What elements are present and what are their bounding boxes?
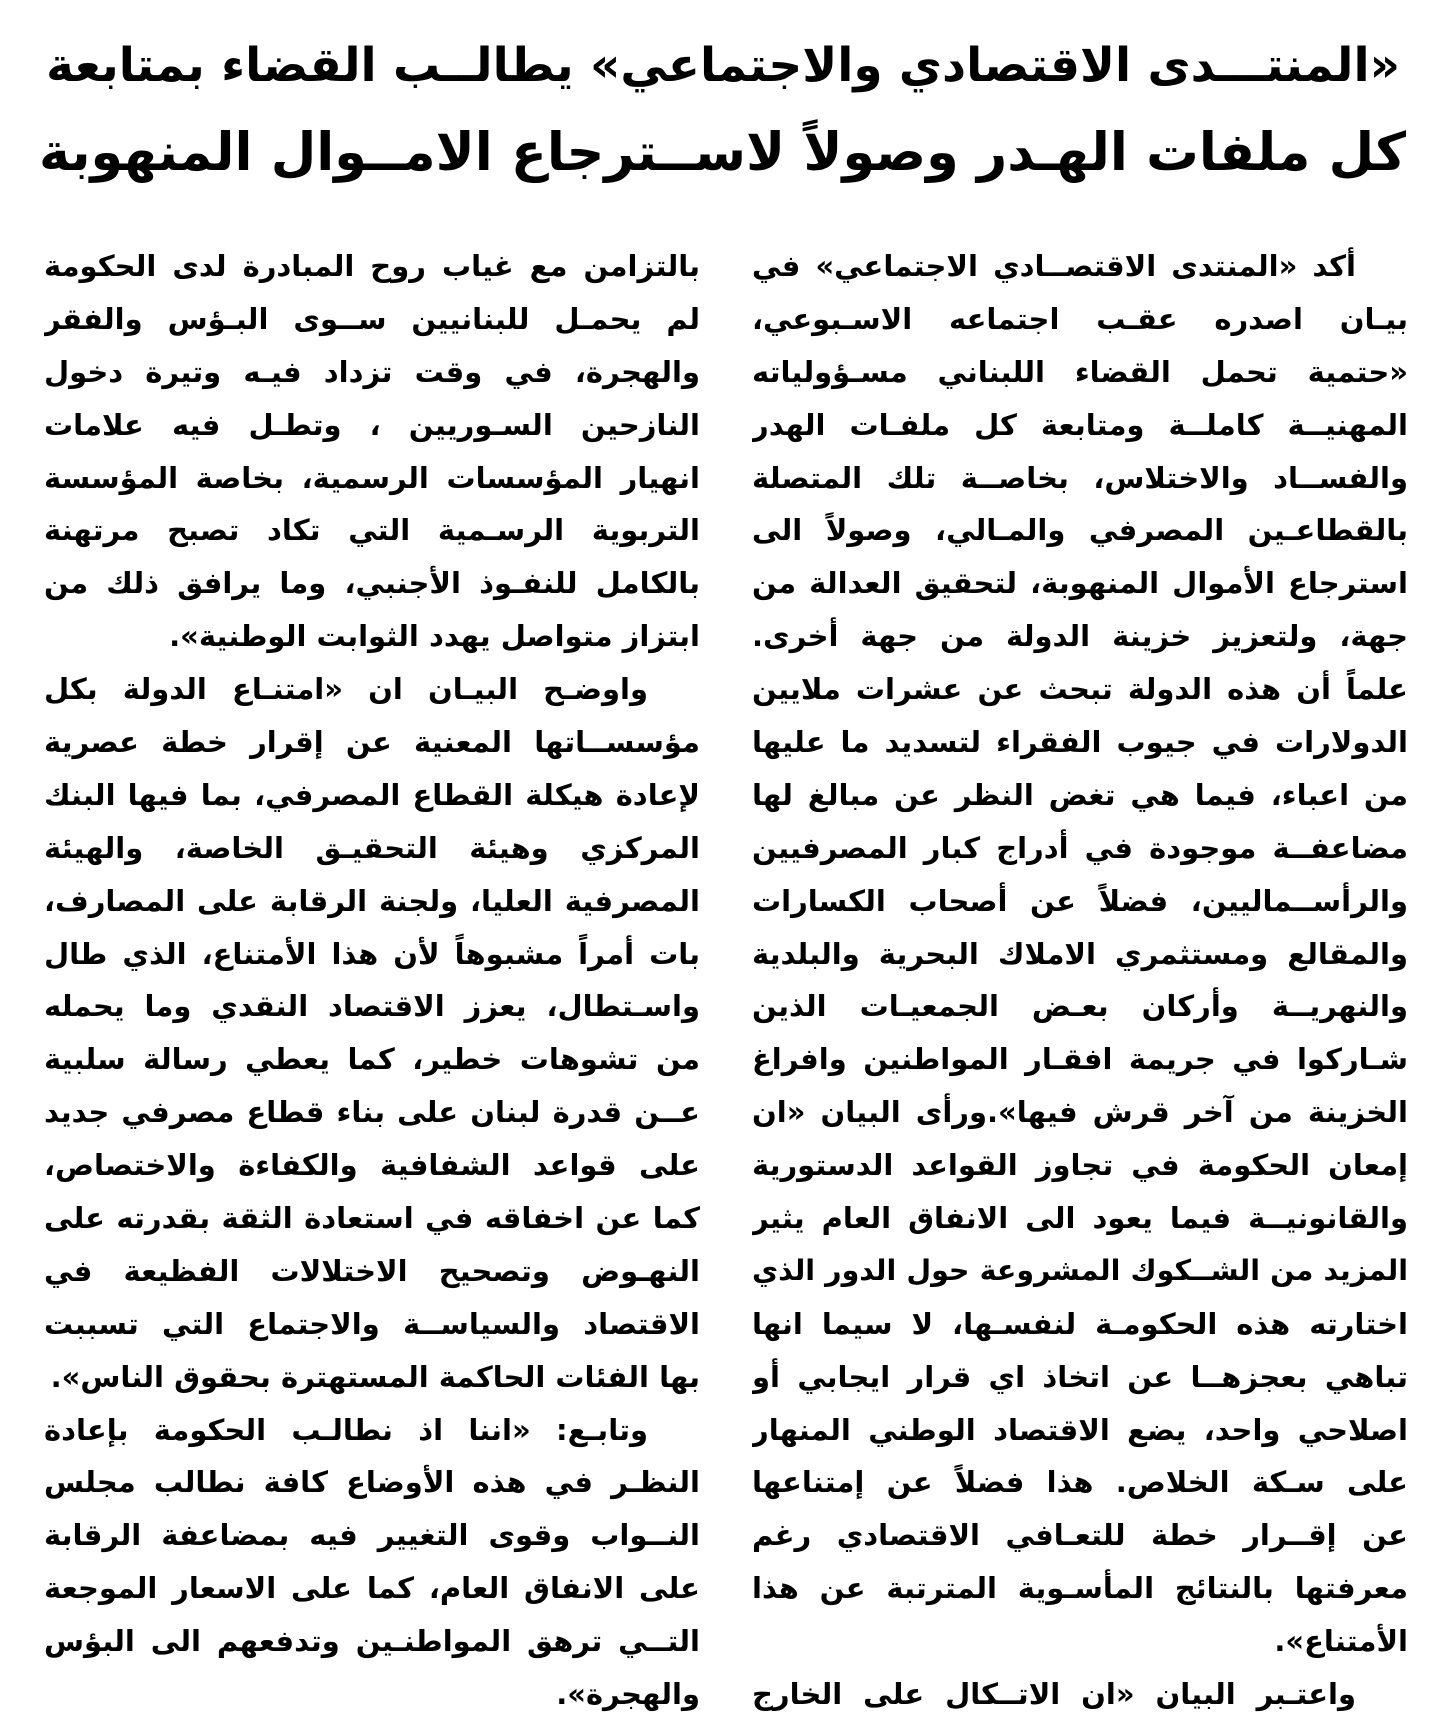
text-line: شـاركوا في جريمة افقـار المواطنين وافراغ: [752, 1042, 1408, 1077]
text-line: النظـر في هذه الأوضاع كافة نطالب مجلس: [44, 1465, 700, 1500]
text-line: على الانفاق العام، كما على الاسعار الموجعة: [44, 1571, 700, 1606]
text-line: التــي ترهق المواطنـين وتدفعهم الى البؤس: [44, 1624, 700, 1659]
text-line: والهجرة، في وقت تزداد فيـه وتيرة دخول: [44, 354, 700, 389]
text-line: الدولارات في جيوب الفقراء لتسديد ما عليها: [752, 725, 1408, 760]
text-line: بالكامل للنفـوذ الأجنبي، وما يرافق ذلك من: [44, 566, 700, 601]
text-line: لم يحمـل للبنانيين ســوى البـؤس والفقر: [44, 301, 700, 336]
text-line: النازحين السـوريين ، وتطـل فيه علامات: [44, 407, 700, 442]
text-line: بات أمراً مشبوهاً لأن هذا الأمتناع، الذي طال: [44, 936, 700, 971]
text-line: لإعادة هيكلة القطاع المصرفي، بما فيها البنك: [44, 777, 700, 812]
text-line: النــواب وقوى التغيير فيه بمضاعفة الرقابة: [44, 1518, 700, 1553]
text-line: واسـتطال، يعزز الاقتصاد النقدي وما يحمله: [44, 989, 700, 1024]
text-line: والهجرة».: [556, 1677, 700, 1712]
text-line: إمعان الحكومة في تجاوز القواعد الدستورية: [752, 1148, 1408, 1183]
text-line: استرجاع الأموال المنهوبة، لتحقيق العدالة من: [752, 566, 1408, 601]
text-line: جهة، ولتعزيز خزينة الدولة من جهة أخرى.: [752, 619, 1408, 654]
article-column-right: [752, 240, 1408, 1721]
text-line: بالتزامن مع غياب روح المبادرة لدى الحكومة: [44, 249, 700, 283]
text-line: الخزينة من آخر قرش فيها».ورأى البيان «ان: [752, 1095, 1408, 1130]
text-line: المهنيــة كاملــة ومتابعة كل ملفـات الهدر: [752, 407, 1408, 442]
text-line: وتابـع: «اننا اذ نطالـب الحكومة بإعادة: [44, 1412, 648, 1447]
text-line: والنهريــة وأركان بعـض الجمعيـات الذين: [752, 989, 1408, 1024]
text-line: اصلاحي واحد، يضع الاقتصاد الوطني المنهار: [752, 1412, 1408, 1447]
text-line: واوضـح البيـان ان «امتنـاع الدولة بكل: [44, 672, 648, 707]
text-line: النهـوض وتصحيح الاختلالات الفظيعة في: [44, 1253, 700, 1288]
text-line: المركزي وهيئة التحقيـق الخاصة، والهيئة: [44, 830, 700, 865]
text-line: واعتـبر البيان «ان الاتــكال على الخارج: [752, 1677, 1356, 1712]
text-line: من تشوهات خطير، كما يعطي رسالة سلبية: [44, 1042, 700, 1077]
text-line: معرفتها بالنتائج المأسـوية المترتبة عن هذا: [752, 1571, 1408, 1606]
text-line: على سـكة الخلاص. هذا فضلاً عن إمتناعها: [752, 1465, 1408, 1500]
text-line: «حتمية تحمل القضاء اللبناني مسـؤولياته: [752, 354, 1408, 389]
text-line: علماً أن هذه الدولة تبحث عن عشرات ملايين: [752, 672, 1408, 707]
text-line: والقانونيــة فيما يعود الى الانفاق العام يثير: [752, 1201, 1408, 1236]
text-line: والرأســماليين، فضلاً عن أصحاب الكسارات: [752, 883, 1408, 918]
text-line: بيـان اصدره عقـب اجتماعه الاسـبوعي،: [752, 301, 1408, 336]
headline-line-2: كل ملفات الهـدر وصولاً لاســترجاع الامــوال المنهوبة: [39, 122, 1406, 183]
text-line: عن إقــرار خطة للتعـافي الاقتصادي رغم: [752, 1518, 1408, 1553]
text-line: والمقالع ومستثمري الاملاك البحرية والبلدية: [752, 936, 1408, 971]
text-line: المصرفية العليا، ولجنة الرقابة على المصارف،: [44, 883, 700, 918]
headline-line-1: «المنتـــدى الاقتصادي والاجتماعي» يطالــب القضاء بمتابعة: [46, 38, 1400, 93]
article-column-left: [44, 240, 700, 1721]
text-line: المزيد من الشــكوك المشروعة حول الدور الذي: [752, 1253, 1408, 1287]
text-line: الاقتصاد والسياســة والاجتماع التي تسببت: [44, 1306, 700, 1341]
text-line: الأمتناع».: [1274, 1624, 1408, 1659]
text-line: بها الفئات الحاكمة المستهترة بحقوق الناس».: [50, 1359, 700, 1394]
text-line: على قواعد الشفافية والكفاءة والاختصاص،: [44, 1148, 700, 1183]
text-line: بالقطاعـين المصرفي والمـالي، وصولاً الى: [752, 513, 1408, 548]
text-line: التربوية الرسـمية التي تكاد تصبح مرتهنة: [44, 513, 700, 548]
text-line: ابتزاز متواصل يهدد الثوابت الوطنية».: [169, 619, 700, 654]
text-line: مؤسســاتها المعنية عن إقرار خطة عصرية: [44, 725, 700, 760]
text-line: كما عن اخفاقه في استعادة الثقة بقدرته على: [44, 1201, 700, 1236]
text-line: تباهي بعجزهــا عن اتخاذ اي قرار ايجابي أو: [752, 1359, 1408, 1394]
text-line: عــن قدرة لبنان على بناء قطاع مصرفي جديد: [44, 1095, 700, 1130]
text-line: مضاعفــة موجودة في أدراج كبار المصرفيين: [752, 830, 1408, 865]
text-line: أكد «المنتدى الاقتصــادي الاجتماعي» في: [752, 249, 1356, 283]
text-line: من اعباء، فيما هي تغض النظر عن مبالغ لها: [752, 777, 1408, 812]
text-line: انهيار المؤسسات الرسمية، بخاصة المؤسسة: [44, 460, 700, 495]
text-line: اختارته هذه الحكومـة لنفسـها، لا سيما انها: [752, 1306, 1408, 1341]
text-line: والفســاد والاختلاس، بخاصــة تلك المتصلة: [752, 460, 1408, 495]
